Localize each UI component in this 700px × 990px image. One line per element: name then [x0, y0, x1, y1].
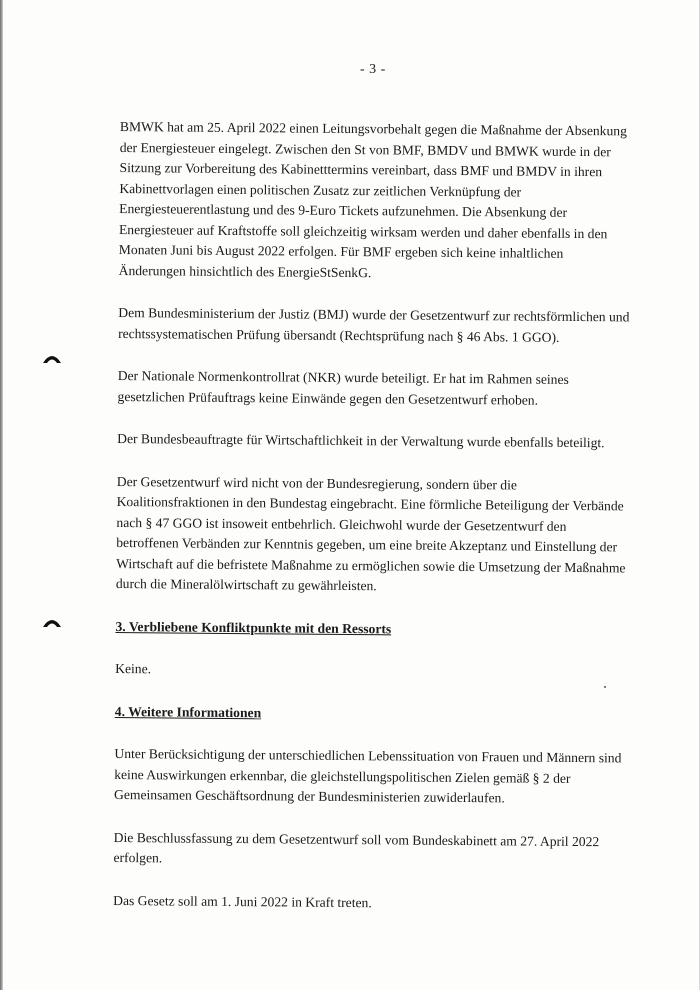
text-line: Wirtschaft auf die befristete Maßnahme zu ermöglichen sowie die Umsetzung der Maßnahme — [116, 555, 626, 575]
text-line: Energiesteuer auf Kraftstoffe soll gleichzeitig wirksam werden und daher ebenfalls in den — [118, 221, 608, 241]
text-line: Koalitionsfraktionen in den Bundestag eingebracht. Eine förmliche Beteiligung der Verbände — [116, 493, 624, 514]
paragraph-verbaende — [116, 471, 647, 599]
paragraph-beschlussfassung — [113, 827, 643, 873]
paragraph-nkr — [117, 366, 647, 412]
section-3-heading: 3. Verbliebene Konfliktpunkte mit den Ressorts — [115, 618, 392, 636]
text-line: gesetzlichen Prüfauftrags keine Einwände gegen den Gesetzentwurf erhoben. — [117, 388, 539, 408]
punch-hole-mark-icon — [42, 616, 62, 628]
text-line: BMWK hat am 25. April 2022 einen Leitungsvorbehalt gegen die Maßnahme der Absenkung — [119, 118, 627, 139]
section-3-text — [115, 659, 645, 684]
paragraph-gleichstellung — [114, 744, 645, 810]
text-line: Kabinettvorlagen einen politischen Zusatz zur zeitlichen Verknüpfung der — [119, 180, 522, 200]
text-line: Der Bundesbeauftragte für Wirtschaftlichkeit in der Verwaltung wurde ebenfalls beteiligt. — [117, 430, 605, 451]
paragraph-leitungsvorbehalt — [119, 117, 650, 286]
text-line: durch die Mineralölwirtschaft zu gewährleisten. — [115, 575, 377, 594]
text-line: Änderungen hinsichtlich des EnergieStSenkG. — [118, 262, 372, 280]
text-line: der Energiesteuer eingelegt. Zwischen den St von BMF, BMDV und BMWK wurde in der — [119, 139, 611, 159]
text-line: Keine. — [115, 660, 152, 677]
text-line: Das Gesetz soll am 1. Juni 2022 in Kraft treten. — [113, 892, 372, 910]
document-body — [113, 117, 650, 938]
punch-hole-mark-icon — [42, 352, 62, 364]
text-line: Gemeinsamen Geschäftsordnung der Bundesministerien zuwiderlaufen. — [114, 786, 505, 806]
text-line: rechtssystematischen Prüfung übersandt (Rechtsprüfung nach § 46 Abs. 1 GGO). — [118, 325, 560, 345]
text-line: Die Beschlussfassung zu dem Gesetzentwurf soll vom Bundeskabinett am 27. April 2022 — [113, 829, 600, 849]
text-line: betroffenen Verbänden zur Kenntnis gegeben, um eine breite Akzeptanz und Einstellung der — [116, 534, 618, 555]
paragraph-bmj — [118, 303, 648, 349]
paragraph-bundesbeauftragte — [117, 429, 647, 454]
text-line: Unter Berücksichtigung der unterschiedlichen Lebenssituation von Frauen und Männern sind — [114, 745, 622, 766]
page-number: - 3 - — [360, 62, 386, 77]
scan-left-edge — [0, 0, 3, 990]
section-4-heading: 4. Weitere Informationen — [114, 703, 262, 720]
text-line: nach § 47 GGO ist insoweit entbehrlich. Gleichwohl wurde der Gesetzentwurf den — [116, 514, 567, 534]
text-line: erfolgen. — [113, 849, 163, 866]
text-line: Sitzung zur Vorbereitung des Kabinetttermins vereinbart, dass BMF und BMDV in ihren — [119, 159, 603, 180]
text-line: Monaten Juni bis August 2022 erfolgen. Für BMF ergeben sich keine inhaltlichen — [118, 241, 564, 261]
text-line: Dem Bundesministerium der Justiz (BMJ) wurde der Gesetzentwurf zur rechtsförmlichen und — [118, 304, 630, 325]
text-line: Der Nationale Normenkontrollrat (NKR) wurde beteiligt. Er hat im Rahmen seines — [117, 367, 569, 387]
text-line: Energiesteuerentlastung und des 9-Euro Tickets aufzunehmen. Die Absenkung der — [119, 200, 568, 220]
text-line: keine Auswirkungen erkennbar, die gleichstellungspolitischen Zielen gemäß § 2 der — [114, 766, 571, 786]
text-line: Der Gesetzentwurf wird nicht von der Bundesregierung, sondern über die — [116, 473, 518, 492]
paragraph-inkrafttreten — [113, 890, 643, 915]
